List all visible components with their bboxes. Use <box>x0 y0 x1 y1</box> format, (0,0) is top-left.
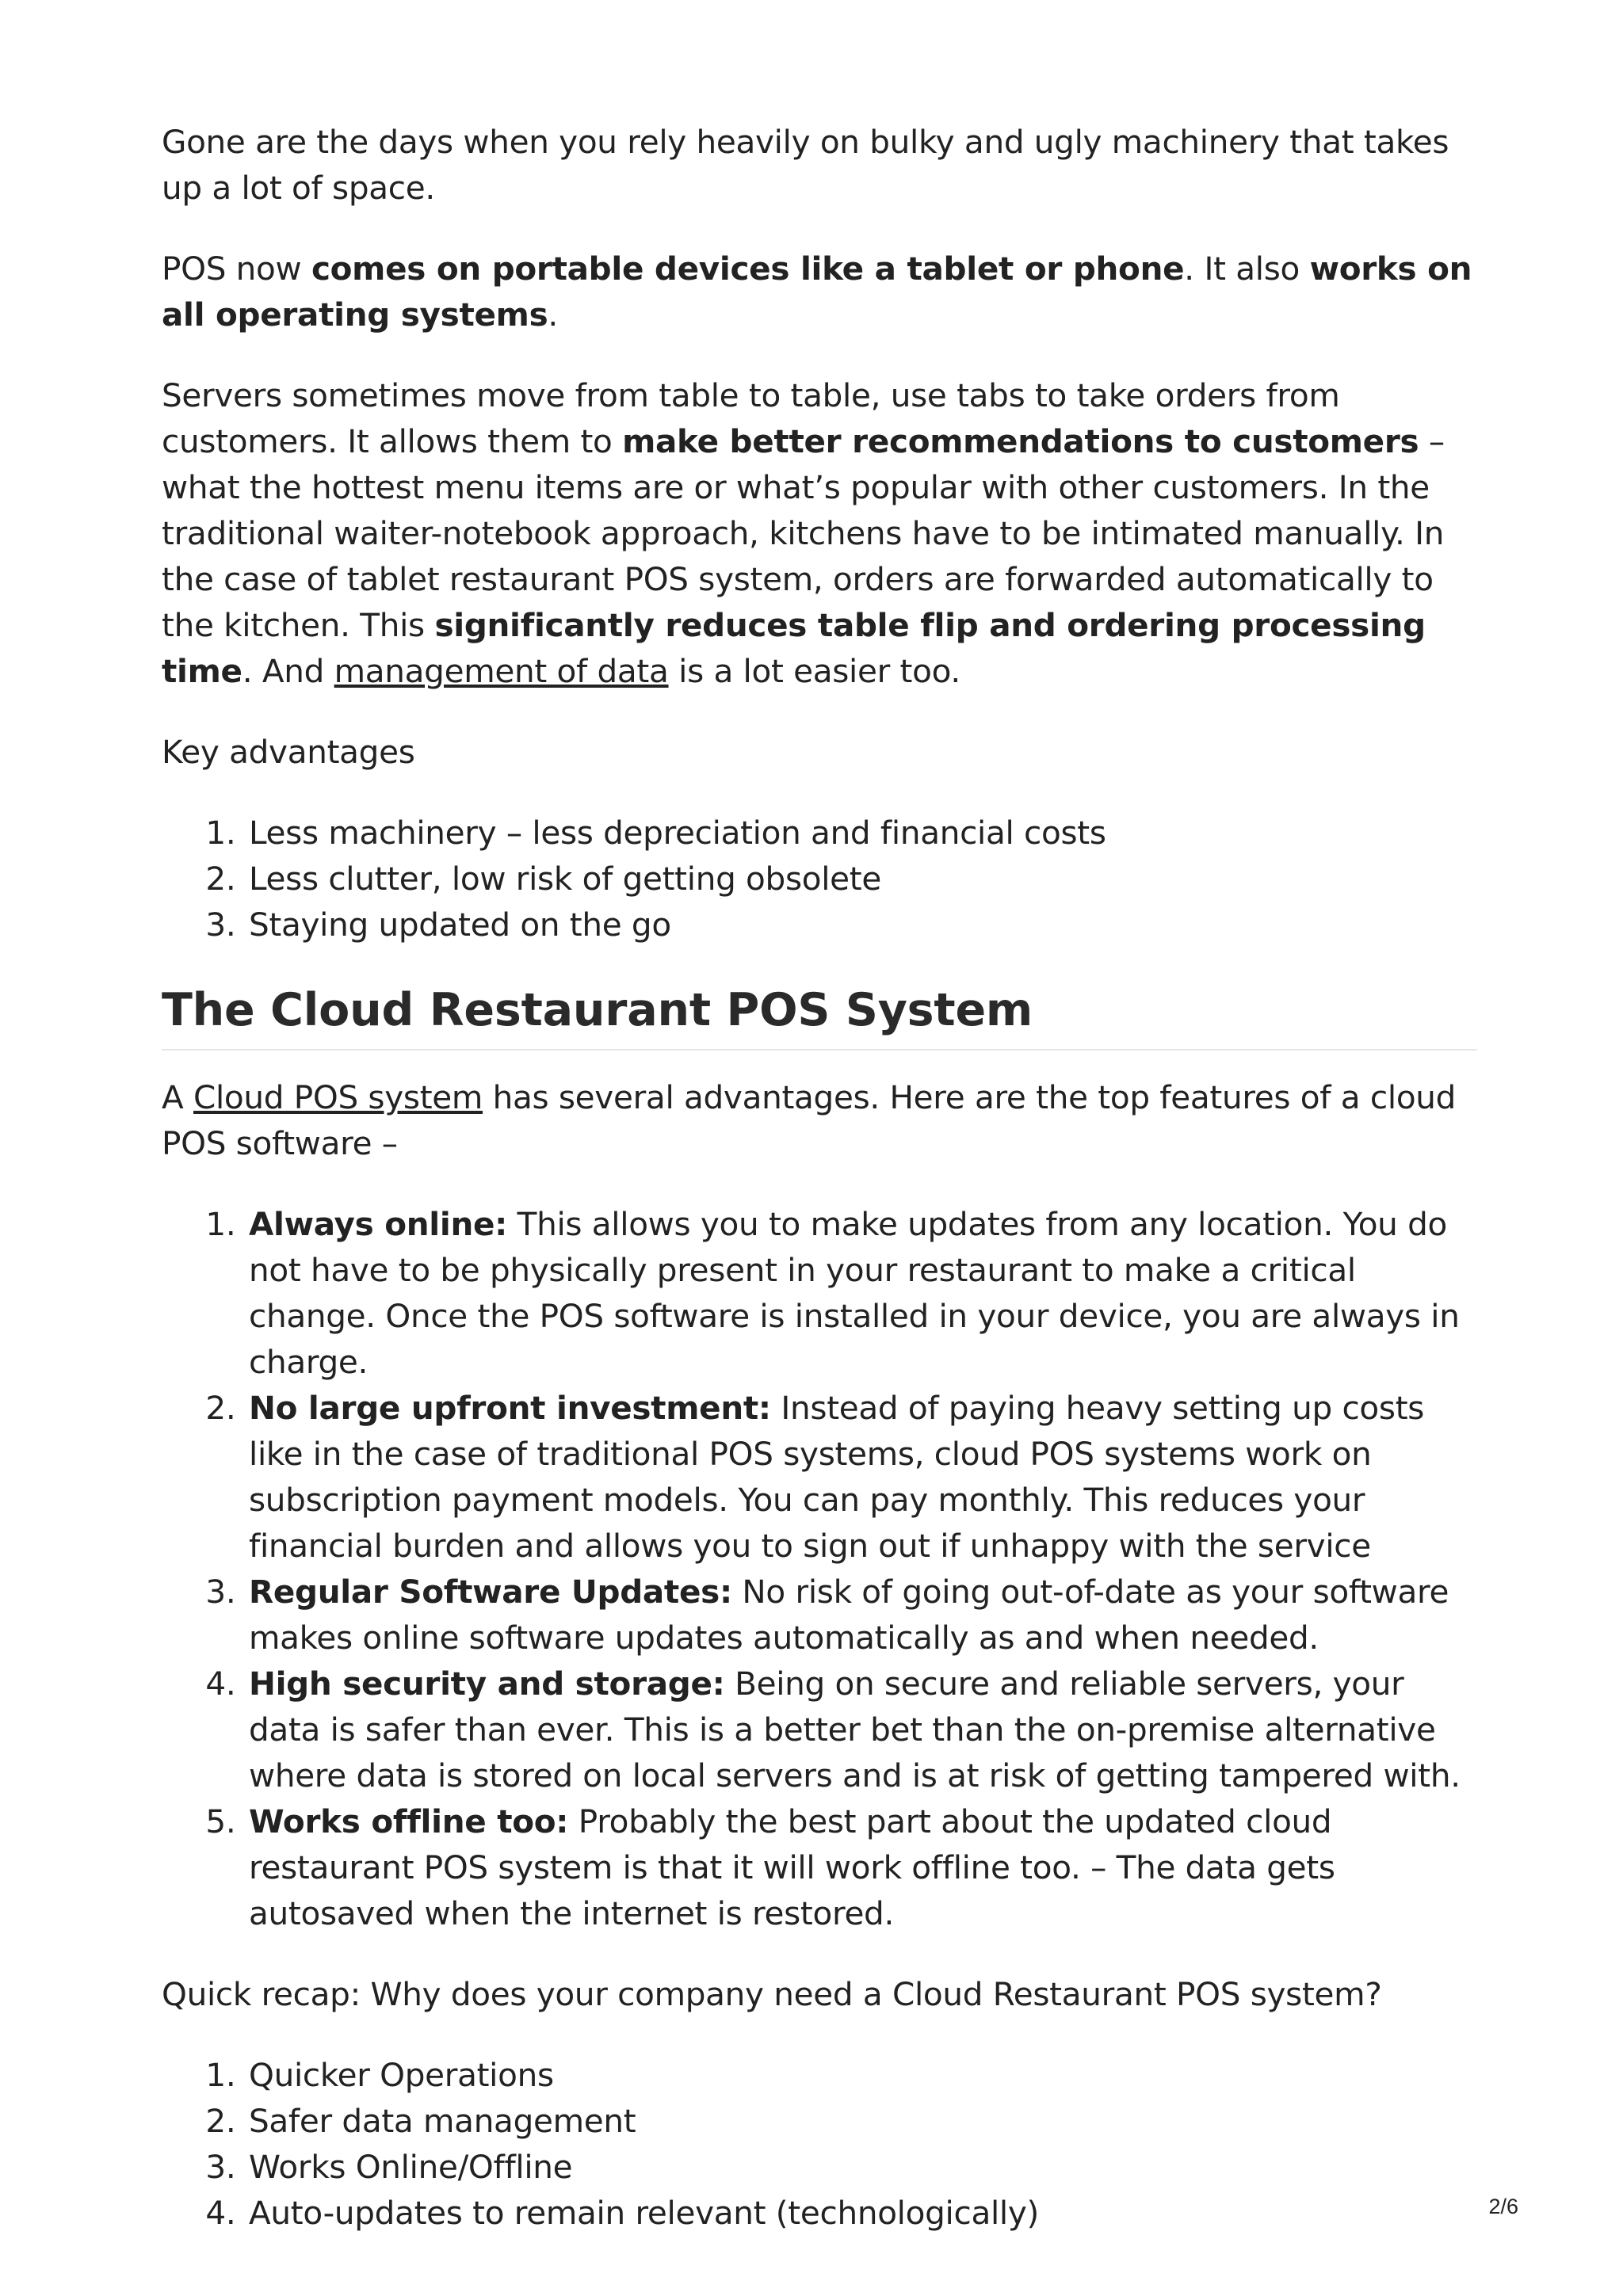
document-page <box>162 119 1477 2271</box>
intro-paragraph-2: POS now comes on portable devices like a tablet or phone. It also works on all operating systems. <box>162 250 1472 334</box>
cloud-intro-paragraph: A Cloud POS system has several advantages. Here are the top features of a cloud POS software – <box>162 1078 1457 1162</box>
management-of-data-link[interactable]: management of data <box>334 652 669 690</box>
intro-paragraph-1: Gone are the days when you rely heavily on bulky and ugly machinery that takes up a lot of space. <box>162 123 1449 207</box>
list-item: 1. Quicker Operations <box>246 2052 1477 2098</box>
intro-paragraph-3: Servers sometimes move from table to table, use tabs to take orders from customers. It allows them to make better recommendations to customers – what the hottest menu items are or what’s popular with other customers. In the traditional waiter-notebook approach, kitchens have to be intimated manually. In the case of tablet restaurant POS system, orders are forwarded automatically to the kitchen. This significantly reduces table flip and ordering processing time. And management of data is a lot easier too. <box>162 376 1445 690</box>
list-item: 2. No large upfront investment: Instead of paying heavy setting up costs like in the case of traditional POS systems, cloud POS systems work on subscription payment models. You can pay monthly. This reduces your financial burden and allows you to sign out if unhappy with the service <box>246 1385 1477 1569</box>
list-item: 3. Staying updated on the go <box>246 902 1477 948</box>
cloud-features-list <box>162 1201 1477 1936</box>
list-item: 5. Works offline too: Probably the best part about the updated cloud restaurant POS system is that it will work offline too. – The data gets autosaved when the internet is restored. <box>246 1798 1477 1936</box>
list-item: 2. Safer data management <box>246 2098 1477 2144</box>
quick-recap-list <box>162 2052 1477 2236</box>
quick-recap-heading: Quick recap: Why does your company need a Cloud Restaurant POS system? <box>162 1975 1382 2013</box>
page-number: 2/6 <box>1488 2195 1518 2218</box>
cloud-pos-system-link[interactable]: Cloud POS system <box>193 1078 483 1116</box>
key-advantages-heading: Key advantages <box>162 733 415 771</box>
list-item: 3. Works Online/Offline <box>246 2144 1477 2190</box>
list-item: 2. Less clutter, low risk of getting obsolete <box>246 856 1477 902</box>
list-item: 4. Auto-updates to remain relevant (technologically) <box>246 2190 1477 2236</box>
list-item: 4. High security and storage: Being on secure and reliable servers, your data is safer than ever. This is a better bet than the on-premise alternative where data is stored on local servers and is at risk of getting tampered with. <box>246 1661 1477 1798</box>
list-item: 3. Regular Software Updates: No risk of going out-of-date as your software makes online software updates automatically as and when needed. <box>246 1569 1477 1661</box>
section-heading: The Cloud Restaurant POS System <box>162 982 1477 1051</box>
list-item: 1. Always online: This allows you to make updates from any location. You do not have to be physically present in your restaurant to make a critical change. Once the POS software is installed in your device, you are always in charge. <box>246 1201 1477 1385</box>
list-item: 1. Less machinery – less depreciation and financial costs <box>246 810 1477 856</box>
key-advantages-list <box>162 810 1477 948</box>
